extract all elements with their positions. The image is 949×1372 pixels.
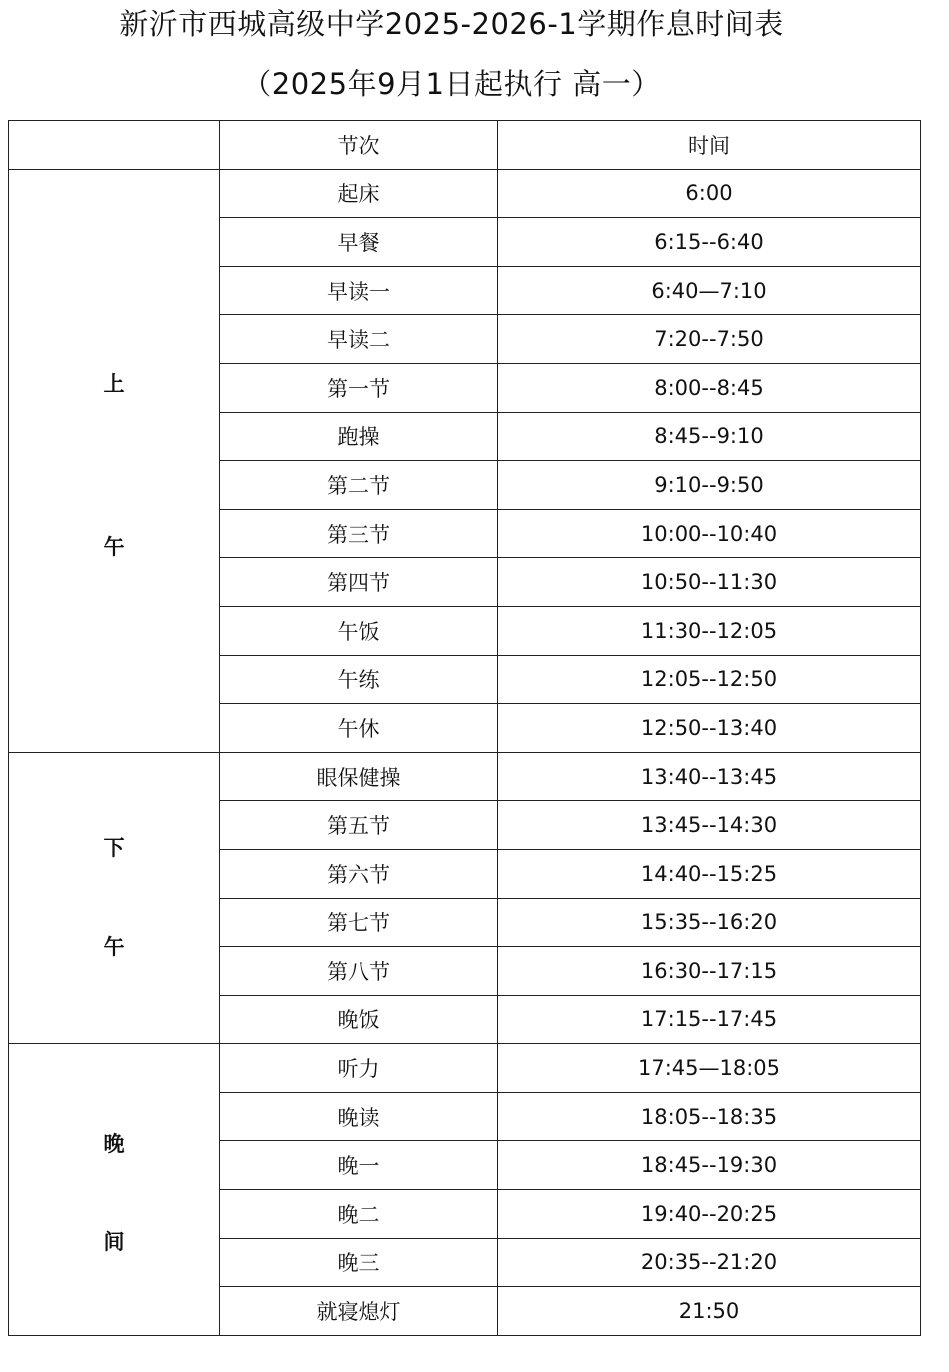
time-cell: 15:35--16:20	[498, 898, 921, 947]
time-cell: 18:05--18:35	[498, 1092, 921, 1141]
session-cell: 晚一	[220, 1141, 498, 1190]
session-cell: 第一节	[220, 363, 498, 412]
session-cell: 第五节	[220, 801, 498, 850]
table-row	[9, 169, 921, 218]
session-cell: 午练	[220, 655, 498, 704]
time-cell: 6:40—7:10	[498, 266, 921, 315]
time-cell: 13:40--13:45	[498, 752, 921, 801]
period-label	[9, 371, 219, 559]
table-row	[9, 1044, 921, 1093]
time-cell: 7:20--7:50	[498, 315, 921, 364]
session-cell: 起床	[220, 169, 498, 218]
period-label-char: 上	[103, 371, 125, 396]
time-cell: 18:45--19:30	[498, 1141, 921, 1190]
header-cell-time: 时间	[498, 121, 921, 170]
time-cell: 17:45—18:05	[498, 1044, 921, 1093]
session-cell: 午休	[220, 704, 498, 753]
time-cell: 12:50--13:40	[498, 704, 921, 753]
session-cell: 第七节	[220, 898, 498, 947]
time-cell: 10:00--10:40	[498, 509, 921, 558]
session-cell: 早读二	[220, 315, 498, 364]
period-label-char: 下	[103, 836, 125, 860]
session-cell: 晚二	[220, 1190, 498, 1239]
time-cell: 20:35--21:20	[498, 1238, 921, 1287]
schedule-table-body	[9, 121, 921, 1336]
page-subtitle: （2025年9月1日起执行 高一）	[242, 67, 661, 101]
period-label-char: 晚	[103, 1132, 125, 1157]
session-cell: 第二节	[220, 461, 498, 510]
period-label-char: 间	[103, 1230, 125, 1255]
header-row	[9, 121, 921, 170]
period-cell-evening	[9, 1044, 220, 1336]
schedule-table	[8, 120, 921, 1336]
time-cell: 8:45--9:10	[498, 412, 921, 461]
time-cell: 16:30--17:15	[498, 947, 921, 996]
period-cell-morning	[9, 169, 220, 752]
time-cell: 13:45--14:30	[498, 801, 921, 850]
session-cell: 早读一	[220, 266, 498, 315]
session-cell: 听力	[220, 1044, 498, 1093]
period-label	[9, 1134, 219, 1253]
time-cell: 14:40--15:25	[498, 849, 921, 898]
time-cell: 10:50--11:30	[498, 558, 921, 607]
time-cell: 6:00	[498, 169, 921, 218]
period-label-char: 午	[103, 534, 125, 559]
period-cell-afternoon	[9, 752, 220, 1044]
session-cell: 晚饭	[220, 995, 498, 1044]
session-cell: 第四节	[220, 558, 498, 607]
session-cell: 眼保健操	[220, 752, 498, 801]
session-cell: 就寝熄灯	[220, 1287, 498, 1336]
header-cell-period	[9, 121, 220, 170]
session-cell: 晚三	[220, 1238, 498, 1287]
time-cell: 11:30--12:05	[498, 606, 921, 655]
time-cell: 9:10--9:50	[498, 461, 921, 510]
session-cell: 跑操	[220, 412, 498, 461]
session-cell: 第八节	[220, 947, 498, 996]
time-cell: 6:15--6:40	[498, 218, 921, 267]
period-label-char: 午	[103, 935, 125, 959]
time-cell: 17:15--17:45	[498, 995, 921, 1044]
session-cell: 第三节	[220, 509, 498, 558]
time-cell: 8:00--8:45	[498, 363, 921, 412]
session-cell: 第六节	[220, 849, 498, 898]
time-cell: 19:40--20:25	[498, 1190, 921, 1239]
header-cell-session: 节次	[220, 121, 498, 170]
time-cell: 12:05--12:50	[498, 655, 921, 704]
table-row	[9, 752, 921, 801]
period-label	[9, 838, 219, 958]
session-cell: 午饭	[220, 606, 498, 655]
session-cell: 早餐	[220, 218, 498, 267]
page-title: 新沂市西城高级中学2025-2026-1学期作息时间表	[119, 7, 784, 41]
session-cell: 晚读	[220, 1092, 498, 1141]
time-cell: 21:50	[498, 1287, 921, 1336]
